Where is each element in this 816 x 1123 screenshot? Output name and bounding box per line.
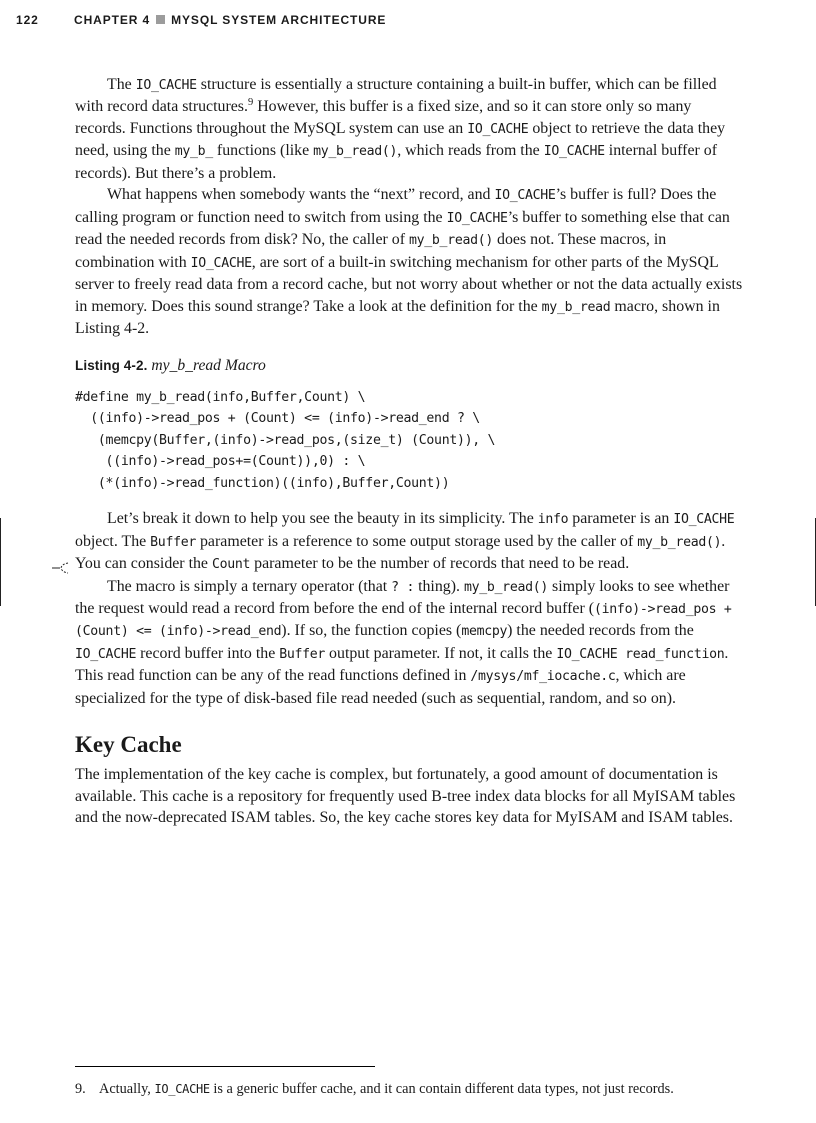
chapter-title: MYSQL SYSTEM ARCHITECTURE bbox=[171, 13, 387, 27]
footnote-ref: 9 bbox=[247, 97, 254, 109]
chapter-heading bbox=[74, 13, 386, 27]
page-body bbox=[75, 74, 745, 829]
section-heading-key-cache: Key Cache bbox=[75, 732, 182, 758]
paragraph-io-cache-intro: The IO_CACHE structure is essentially a structure containing a built-in buffer, which can be filled with record data structures.$^9$ However, this buffer is a fixed size, and so it can store only so many records. Functions throughout the MySQL system can use an IO_CACHE object to retrieve the data they need, using the my_b_ functions (like my_b_read(), which reads from the IO_CACHE internal buffer of records). But there’s a problem. bbox=[75, 76, 726, 182]
header-separator-square bbox=[156, 15, 165, 24]
paragraph-break-it-down: Let’s break it down to help you see the beauty in its simplicity. The info parameter is an IO_CACHE object. The Buffer parameter is a reference to some output storage used by the caller of my_b_read(). You can consider the Count parameter to be the number of records that need to be read. bbox=[75, 510, 735, 573]
paragraph-ternary-operator: The macro is simply a ternary operator (that ? : thing). my_b_read() simply looks to see whether the request would read a record from before the end of the internal record buffer ((info)->read_pos + (Count) <= (info)->read_end). If so, the function copies (memcpy) the needed records from the IO_CACHE record buffer into the Buffer output parameter. If not, it calls the IO_CACHE read_function. This read function can be any of the read functions defined in /mysys/mf_iocache.c, which are specialized for the type of disk-based file read needed (such as sequential, random, and so on). bbox=[75, 577, 732, 707]
paragraph-next-record: What happens when somebody wants the “next” record, and IO_CACHE’s buffer is full? Does the calling program or function need to switch from using the IO_CACHE’s buffer to something else that can read the needed records from disk? No, the caller of my_b_read() does not. These macros, in combination with IO_CACHE, are sort of a built-in switching mechanism for other parts of the MySQL server to freely read data from a record cache, but not worry about whether or not the data actually exists in memory. Does this sound strange? Take a look at the definition for the my_b_read macro, shown in Listing 4-2. bbox=[75, 186, 743, 337]
page-number: 122 bbox=[16, 13, 39, 27]
footnote: 9. Actually, IO_CACHE is a generic buffer cache, and it can contain different data types, not just records. bbox=[75, 1081, 674, 1097]
footnote-rule bbox=[75, 1066, 375, 1067]
chapter-label: CHAPTER 4 bbox=[74, 13, 151, 27]
listing-name: my_b_read Macro bbox=[151, 357, 266, 375]
listing-label: Listing 4-2. bbox=[75, 358, 148, 374]
footnote-number: 9. bbox=[75, 1081, 86, 1097]
running-header bbox=[16, 13, 800, 31]
left-edge-mark bbox=[0, 518, 1, 606]
margin-flag-icon bbox=[52, 562, 72, 574]
listing-title bbox=[75, 355, 745, 376]
paragraph-key-cache: The implementation of the key cache is complex, but fortunately, a good amount of documentation is available. This cache is a repository for frequently used B-tree index data blocks for all MyISAM tables and the now-deprecated ISAM tables. So, the key cache stores key data for MyISAM and ISAM tables. bbox=[75, 766, 736, 827]
code-listing: #define my_b_read(info,Buffer,Count) \ ((info)->read_pos + (Count) <= (info)->read_end ? \ (memcpy(Buffer,(info)->read_pos,(size_t) (Count)), \ ((info)->read_pos+=(Count)),0) : \ (*(info)->read_function)((info),Buffer,Count)) bbox=[75, 389, 496, 491]
